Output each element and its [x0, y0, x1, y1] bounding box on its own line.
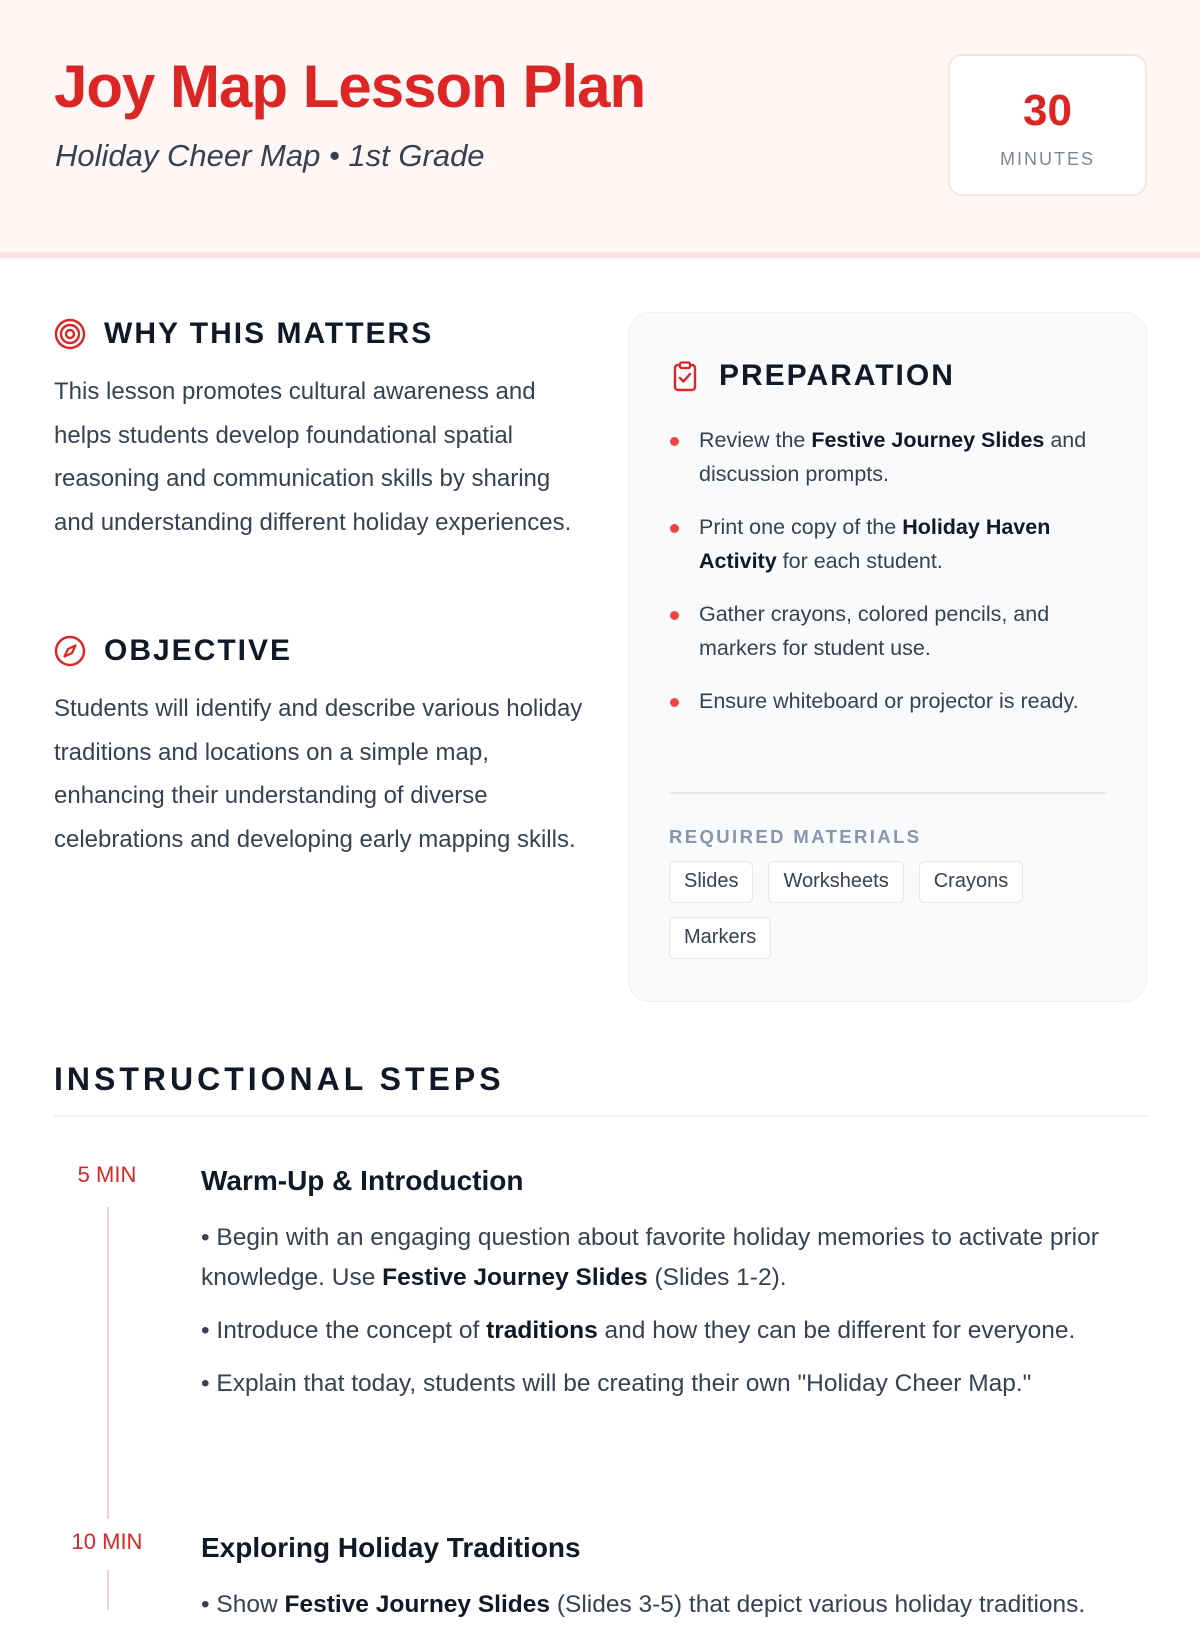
step-body — [201, 1218, 1151, 1417]
step-time: 10 MIN — [71, 1529, 143, 1554]
prep-item: Ensure whiteboard or projector is ready. — [669, 684, 1109, 718]
objective-heading-label: OBJECTIVE — [104, 634, 293, 667]
clipboard-check-icon — [669, 360, 701, 392]
objective-heading — [54, 633, 292, 669]
lesson-header — [0, 0, 1200, 258]
target-icon — [54, 318, 86, 350]
steps-title: INSTRUCTIONAL STEPS — [54, 1061, 505, 1097]
step-bullet: • Explain that today, students will be creating their own "Holiday Cheer Map." — [201, 1370, 1032, 1397]
material-tag: Slides — [669, 861, 753, 903]
page-title: Joy Map Lesson Plan — [54, 53, 646, 120]
material-tag: Crayons — [919, 861, 1023, 903]
materials-tags — [669, 861, 1109, 959]
objective-text: Students will identify and describe various holiday traditions and locations on a simple map, enhancing their understanding of diverse celebrations and developing early mapping skills. — [54, 695, 583, 853]
preparation-heading — [669, 358, 955, 394]
preparation-card — [628, 312, 1147, 1002]
preparation-list — [669, 423, 1109, 737]
why-heading — [54, 316, 433, 352]
prep-item: Gather crayons, colored pencils, and markers for student use. — [669, 597, 1109, 665]
duration-value: 30 — [1023, 86, 1072, 135]
steps-divider — [54, 1115, 1147, 1117]
duration-badge — [948, 54, 1147, 196]
step-body — [201, 1585, 1151, 1638]
page-subtitle: Holiday Cheer Map • 1st Grade — [55, 138, 485, 173]
material-tag: Markers — [669, 917, 771, 959]
timeline-line — [107, 1207, 109, 1519]
duration-unit: MINUTES — [1000, 149, 1095, 169]
step-bullet: • Begin with an engaging question about favorite holiday memories to activate prior knowledge. Use Festive Journey Slides (Slides 1-2). — [201, 1224, 1099, 1291]
why-text: This lesson promotes cultural awareness and helps students develop foundational spatial reasoning and communication skills by sharing and understanding different holiday experiences. — [54, 378, 572, 536]
step-title: Warm-Up & Introduction — [201, 1165, 524, 1196]
why-heading-label: WHY THIS MATTERS — [104, 317, 434, 350]
timeline-line — [107, 1570, 109, 1610]
preparation-divider — [669, 792, 1107, 794]
material-tag: Worksheets — [768, 861, 903, 903]
step-title: Exploring Holiday Traditions — [201, 1532, 581, 1563]
prep-item: Review the Festive Journey Slides and discussion prompts. — [669, 423, 1109, 491]
compass-icon — [54, 635, 86, 667]
materials-label: REQUIRED MATERIALS — [669, 826, 922, 847]
step-bullet: • Introduce the concept of traditions and how they can be different for everyone. — [201, 1317, 1076, 1344]
step-bullet: • Show Festive Journey Slides (Slides 3-5) that depict various holiday traditions. — [201, 1591, 1086, 1618]
preparation-heading-label: PREPARATION — [719, 359, 955, 392]
prep-item: Print one copy of the Holiday Haven Activity for each student. — [669, 510, 1109, 578]
step-time: 5 MIN — [77, 1162, 137, 1187]
